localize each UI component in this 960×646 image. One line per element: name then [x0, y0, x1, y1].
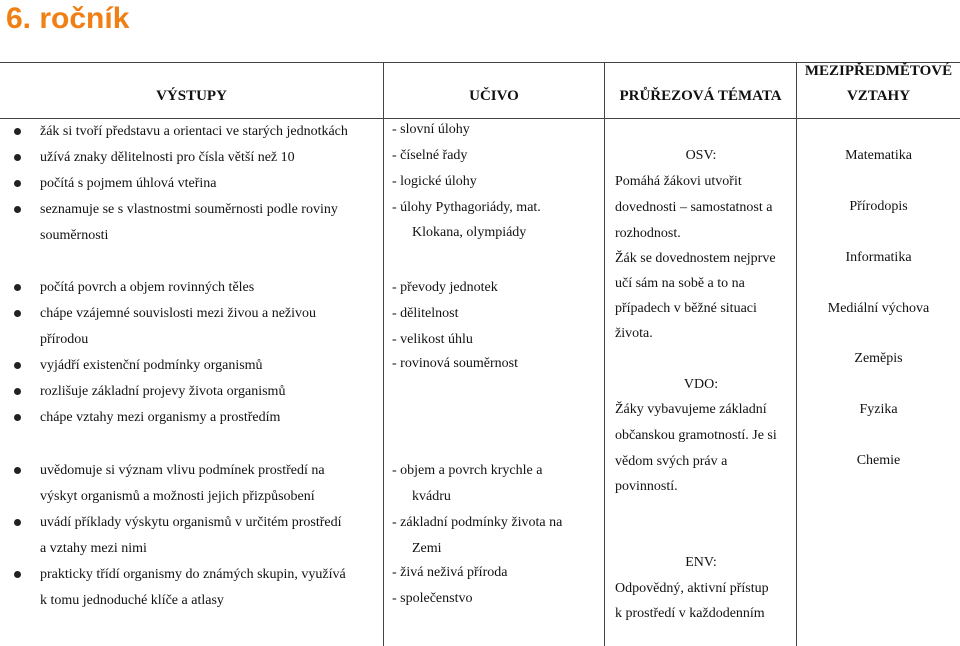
subject-item: Matematika: [845, 148, 912, 163]
subject-item: Chemie: [856, 453, 901, 468]
list-item: prakticky třídí organismy do známých skupin, využívá: [40, 567, 346, 582]
list-item: chápe vztahy mezi organismy a prostředím: [40, 410, 281, 425]
subject-item: Přírodopis: [849, 199, 908, 214]
osv-line: dovednosti – samostatnost a: [615, 200, 773, 215]
osv-line: případech v běžné situaci: [615, 301, 757, 316]
osv-heading: OSV:: [685, 148, 717, 163]
header-vztahy-line1: MEZIPŘEDMĚTOVÉ: [804, 63, 953, 79]
page-title: 6. ročník: [6, 2, 130, 35]
ucivo-item: - úlohy Pythagoriády, mat.: [392, 200, 541, 215]
vdo-line: povinností.: [615, 479, 678, 494]
osv-line: učí sám na sobě a to na: [615, 276, 745, 291]
env-line: Odpovědný, aktivní přístup: [615, 581, 769, 596]
osv-line: Žák se dovednostem nejprve: [615, 251, 776, 266]
vdo-line: občanskou gramotností. Je si: [615, 428, 777, 443]
osv-line: Pomáhá žákovi utvořit: [615, 174, 742, 189]
osv-line: života.: [615, 326, 653, 341]
ucivo-item: - živá neživá příroda: [392, 565, 508, 580]
ucivo-item: - číselné řady: [392, 148, 468, 163]
header-temata: PRŮŘEZOVÁ TÉMATA: [619, 88, 782, 104]
env-line: k prostředí v každodenním: [615, 606, 765, 621]
header-ucivo: UČIVO: [469, 88, 519, 104]
subject-item: Fyzika: [859, 402, 898, 417]
subject-item: Zeměpis: [854, 351, 903, 366]
header-vystupy: VÝSTUPY: [156, 88, 227, 104]
list-item-continuation: a vztahy mezi nimi: [40, 541, 147, 556]
subject-item: Informatika: [845, 250, 912, 265]
vdo-line: vědom svých práv a: [615, 454, 728, 469]
list-item: počítá povrch a objem rovinných těles: [40, 280, 255, 295]
list-item-continuation: k tomu jednoduché klíče a atlasy: [40, 593, 224, 608]
ucivo-item: - společenstvo: [392, 591, 473, 606]
ucivo-item: - slovní úlohy: [392, 122, 470, 137]
ucivo-item-continuation: Zemi: [412, 541, 442, 556]
list-item: uvědomuje si význam vlivu podmínek prostředí na: [40, 463, 325, 478]
list-item: počítá s pojmem úhlová vteřina: [40, 176, 217, 191]
ucivo-item: - dělitelnost: [392, 306, 459, 321]
list-item: žák si tvoří představu a orientaci ve starých jednotkách: [40, 124, 348, 139]
ucivo-item-continuation: kvádru: [412, 489, 451, 504]
ucivo-item-continuation: Klokana, olympiády: [412, 225, 527, 240]
list-item-continuation: přírodou: [40, 332, 89, 347]
list-item: vyjádří existenční podmínky organismů: [40, 358, 263, 373]
list-item: uvádí příklady výskytu organismů v určitém prostředí: [40, 515, 342, 530]
ucivo-item: - velikost úhlu: [392, 332, 473, 347]
subject-item: Mediální výchova: [827, 301, 930, 316]
ucivo-item: - základní podmínky života na: [392, 515, 563, 530]
ucivo-item: - převody jednotek: [392, 280, 498, 295]
osv-line: rozhodnost.: [615, 226, 681, 241]
list-item: užívá znaky dělitelnosti pro čísla větší než 10: [40, 150, 295, 165]
ucivo-item: - objem a povrch krychle a: [392, 463, 543, 478]
vdo-heading: VDO:: [683, 377, 719, 392]
list-item: rozlišuje základní projevy života organismů: [40, 384, 286, 399]
list-item: seznamuje se s vlastnostmi souměrnosti podle roviny: [40, 202, 338, 217]
vdo-line: Žáky vybavujeme základní: [615, 402, 767, 417]
list-item-continuation: výskyt organismů a možnosti jejich přizpůsobení: [40, 489, 315, 504]
env-heading: ENV:: [685, 555, 717, 570]
list-item-continuation: souměrnosti: [40, 228, 109, 243]
list-item: chápe vzájemné souvislosti mezi živou a neživou: [40, 306, 317, 321]
header-vztahy-line2: VZTAHY: [846, 88, 911, 104]
ucivo-item: - rovinová souměrnost: [392, 356, 518, 371]
ucivo-item: - logické úlohy: [392, 174, 477, 189]
